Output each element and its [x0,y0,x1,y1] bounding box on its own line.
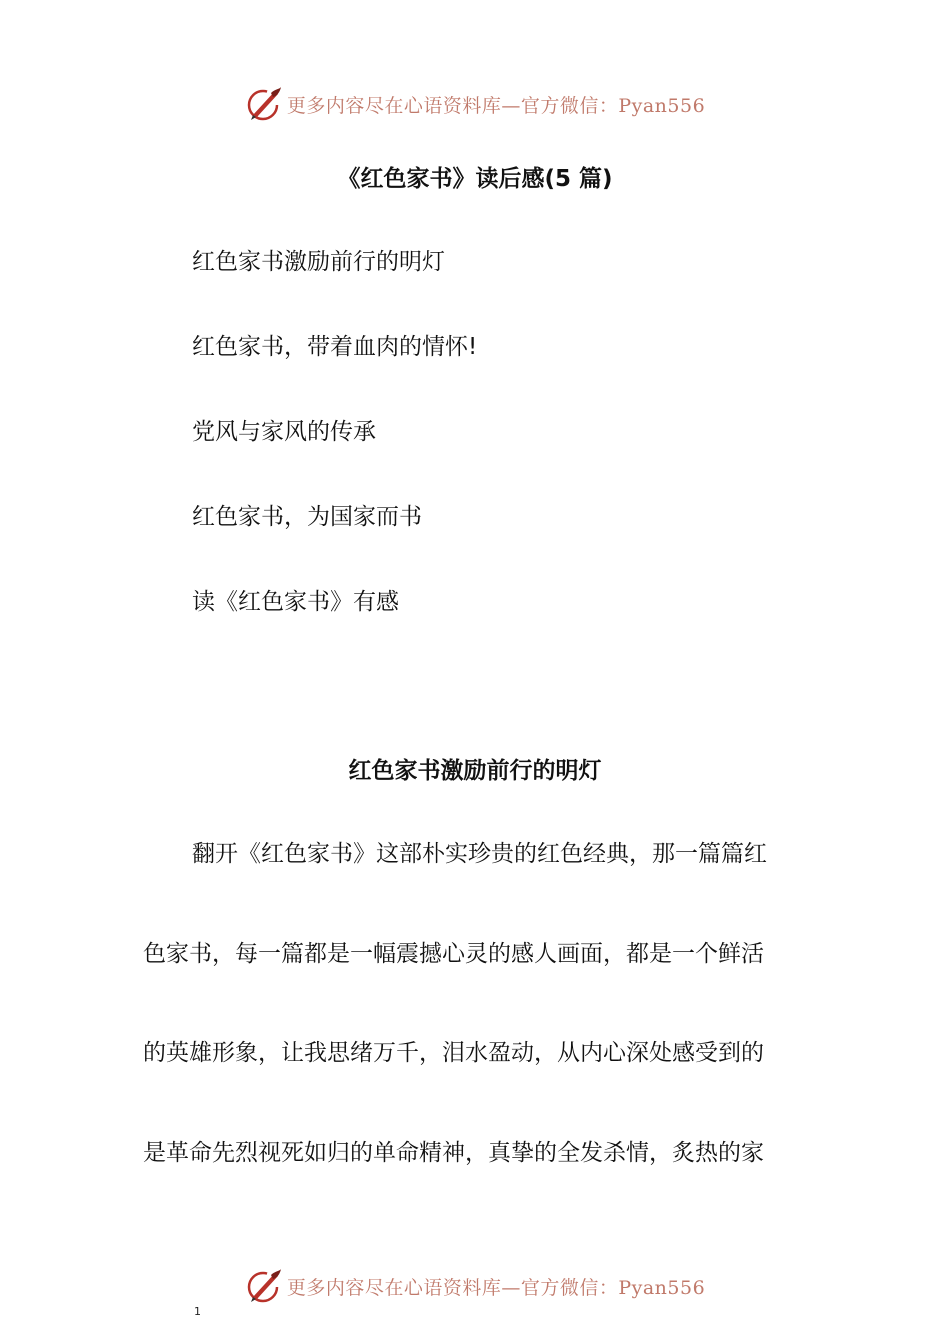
toc-item: 红色家书激励前行的明灯 [192,249,445,275]
paragraph-line: 是革命先烈视死如归的单命精神，真挚的全发杀情，炙热的家 [143,1140,764,1166]
paragraph-line: 的英雄形象，让我思绪万千，泪水盈动，从内心深处感受到的 [143,1040,764,1066]
footer-banner-text: 更多内容尽在心语资料库—官方微信：Pyan556 [286,1276,706,1299]
table-of-contents [192,244,477,669]
quill-pen-logo-icon [245,1267,283,1305]
header-banner-text: 更多内容尽在心语资料库—官方微信：Pyan556 [286,94,706,117]
header-banner [0,82,950,126]
paragraph-line: 色家书，每一篇都是一幅震撼心灵的感人画面，都是一个鲜活 [143,941,764,967]
footer-banner [0,1264,950,1308]
quill-pen-logo-icon [245,85,283,123]
page-number: 1 [194,1305,201,1318]
paragraph-line: 翻开《红色家书》这部朴实珍贵的红色经典，那一篇篇红 [192,841,767,867]
document-title: 《红色家书》读后感(5 篇) [337,166,613,192]
toc-item: 读《红色家书》有感 [192,589,399,615]
toc-item: 红色家书，带着血肉的情怀! [192,334,478,360]
toc-item: 党风与家风的传承 [192,419,376,445]
toc-item: 红色家书，为国家而书 [192,504,422,530]
section-title: 红色家书激励前行的明灯 [348,758,602,784]
